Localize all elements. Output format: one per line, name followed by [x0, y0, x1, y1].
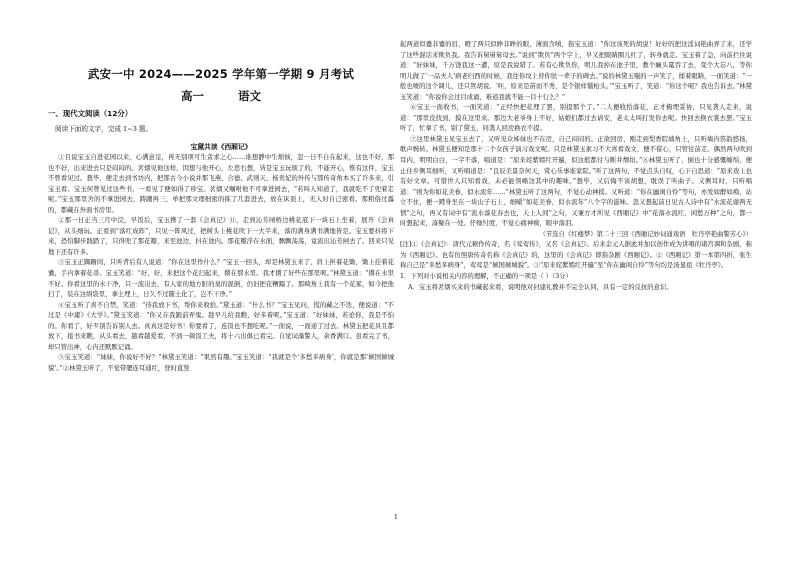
- paragraph: ⑤宝玉笑道：“妹妹，你说好不好？”林黛玉笑道：“果然有趣。”宝玉笑道：“我就是个‘多愁多病身’，你就是那‘倾国倾城貌’。”②林黛玉听了，不觉带腮连耳通红，登时直竖: [48, 354, 394, 372]
- question-option-a: A．宝玉将茗烟买来的书藏起来看，说明他对封建礼教并不完全认同，具有一定的反抗的意识。: [408, 283, 673, 291]
- paragraph: ①且说宝玉自进花园以来，心满意足，再无别项可生贪求之心……谁想静中生烦恼，忽一日不自在起来，这也不好，那也不好，出来进去只是闷闷的。茗烟见他这样，因想与他开心，左思右想，皆是宝玉玩烦了的，不能开心，惟有这件，宝玉不曾看见过。想毕，便走去到书坊内，把那古今小说并那飞燕、合德、武则天、杨贵妃的外传与那传奇角本买了许多来，引宝玉看。宝玉何曾见过这些书，一看见了便如得了珍宝。茗烟又嘱咐他不可拿进园去，“若叫人知道了，我就吃不了兜着走呢。”宝玉那里舍的不拿进园去，踌躇再三，单把那文理细密的拣了几套进去，放在床顶上，无人时自己密看。那粗俗过露的，都藏在外面书房里。: [48, 154, 394, 214]
- footnote: [注]①《会真记》：唐代元稹作传奇，名《莺莺传》，又名《会真记》。后来金元人据此并加以创作成为讲唱的诸宫调和杂剧，称为《西厢记》。也有仿照唐传奇名称《会真记》的，这里的《会真记》即指杂剧《西厢记》。②《西厢记》第一本第四折，张生称自己是“多愁多病身”，莺莺是“倾国倾城貌”。③“原来姹紫嫣红开遍”至“你在幽闺自怜”等句均是汤显祖《牡丹亭》。: [400, 241, 752, 270]
- paragraph: ④宝玉听了喜不自禁，笑道：“待我放下书，帮你来收拾。”黛玉道：“什么书？”宝玉见问，慌的藏之不迭，便说道：“不过是《中庸》《大学》。”黛玉笑道：“你又在我跟前弄鬼。趁早儿给我瞧，好多着呢。”宝玉道：“好妹妹，若论你，我是不怕的。你看了，好歹别告诉别人去。真真这是好书！你要看了，连饭也不想吃呢。”一面说，一面递了过去。林黛玉把花具且都放下，接书来瞧，从头看去，越看越爱看，不到一顿饭工夫，将十六出俱已看完。自觉词藻警人，余香满口。虽看完了书，却只管出神，心内还默默记诵。: [48, 301, 394, 351]
- page-number: 1: [394, 514, 398, 521]
- paragraph: ③宝玉正踟蹰间，只听背后有人说道：“你在这里作什么？”宝玉一回头，却是林黛玉来了，肩上担着花锄，锄上挂着花囊，手内拿着花帚。宝玉笑道：“好，好，来把这个花扫起来，撂在那水里。我才撂了好些在那里呢。”林黛玉道：“撂在水里不好。你看这里的水干净，只一流出去，有人家的地方脏的臭的混倒，仍旧把花糟蹋了。那畸角上我有一个花冢，如今把他扫了，装在这绢袋里，拿土埋上，日久不过随土化了，岂不干净。”: [48, 259, 394, 299]
- reading-instructions: 阅读下面的文字，完成 1~3 题。: [55, 125, 153, 133]
- paragraph: ⑥宝玉一面收书，一面笑道：“正经快把花埋了罢，别提那个了。”二人便收拾落花，正才掩埋妥协，只见袭人走来，说道：“那里没找到，摸在这里来。那边大老爷身上不好，姑娘们都过去请安，老太太叫打发你去呢。快回去换衣裳去罢。”宝玉听了，忙拿了书，别了黛玉，同袭人回房换衣不提。: [400, 104, 752, 133]
- paragraph: ⑦这里林黛玉见宝玉去了，又听见众姊妹也不在房，自己闷闷的。正欲回房，刚走到梨香院墙角上，只听墙内笛韵悠扬，歌声婉转。林黛玉便知是那十二个女孩子演习戏文呢。只是林黛玉素习不大喜看戏文，便不留心，只管往前走。偶然两句吹到耳内，明明白白，一字不落，唱道是：“原来姹紫嫣红开遍，似这般都付与断井颓垣。”⑧林黛玉听了，倒也十分感慨缠绵，便止住步侧耳细听，又听唱道是：“良辰美景奈何天，赏心乐事谁家院。”听了这两句，不觉点头自叹，心下自思道：“原来戏上也有好文章。可惜世人只知看戏，未必能领略这其中的趣味。”想毕，又后悔不该胡想，耽误了听曲子。又侧耳时，只听唱道：“则为你如花美眷，似水流年……”林黛玉听了这两句，不觉心动神摇。又听道：“你在幽闺自怜”等句，亦发如醉如痴，站立不住，便一蹲身坐在一块山子石上，细嚼“如花美眷，似水流年”八个字的滋味。忽又想起前日见古人诗中有“水流花谢两无情”之句，再又有词中有“流水落花春去也，天上人间”之句，又兼方才所见《西厢记》中“花落水流红，闲愁万种”之句，都一时想起来，凑聚在一处。仔细忖度，不觉心痛神痴，眼中落泪。: [400, 135, 752, 228]
- passage-title: 宝黛共读《西厢记》: [190, 143, 252, 151]
- right-column-text: [400, 40, 752, 293]
- grade-subject: 高一 语文: [180, 89, 261, 103]
- source-citation: （节选自《红楼梦》第二十三回《西厢记妙词通戏语 牡丹亭艳曲警芳心》）: [539, 230, 752, 238]
- paragraph: 起两道似蹙非蹙的眉，瞪了两只似睁非睁的眼，薄面含嗔，指宝玉道：“你这该死的胡说！好好的把这淫词艳曲弄了来，还学了这些混话来欺负我。我告诉舅舅舅母去。”说到“欺负”两个字上，早又把眼睛圈儿红了，转身就走。宝玉着了急，向前拦住说道：“好妹妹，千万饶我这一遭，原是我说错了。若有心欺负你，明儿我掉在池子里，教个癞头鼋吞了去，变个大忘八，等你明儿做了‘一品夫人’病老归西的时候，我往你坟上替你驮一辈子的碑去。”说的林黛玉嗤的一声笑了，揉着眼睛，一面笑道：“一般也唬的这个调儿，还只管胡说。‘呸，原来是苗而不秀，是个银样镴枪头。’”宝玉听了，笑道：“你这个呢？我也告诉去。”林黛玉笑道：“你说你会过目成诵，难道我就不能一目十行么？”: [400, 41, 752, 101]
- left-column-text: [48, 153, 394, 374]
- section-heading: 一、现代文阅读（12分）: [48, 109, 133, 118]
- paragraph: ②那一日正当三月中浣，早饭后，宝玉携了一套《会真记》⑪，走到沁芳闸桥边桃花底下一块石上坐着，展开《会真记》，从头细玩。正看到“落红成阵”，只见一阵风过，把树头上桃花吹下一大半来，落的满身满书满地皆是。宝玉要抖将下来，恐怕脚步践踏了，只得兜了那花瓣，来至池边，抖在池内。那花瓣浮在水面，飘飘荡荡，竟流出沁芳闸去了。回来只见地下还有许多。: [48, 217, 394, 256]
- question-stem: 1．下列对小说相关内容的理解，不正确的一项是（ ）（3分）: [400, 273, 572, 281]
- exam-title: 武安一中 2024——2025 学年第一学期 9 月考试: [87, 67, 355, 81]
